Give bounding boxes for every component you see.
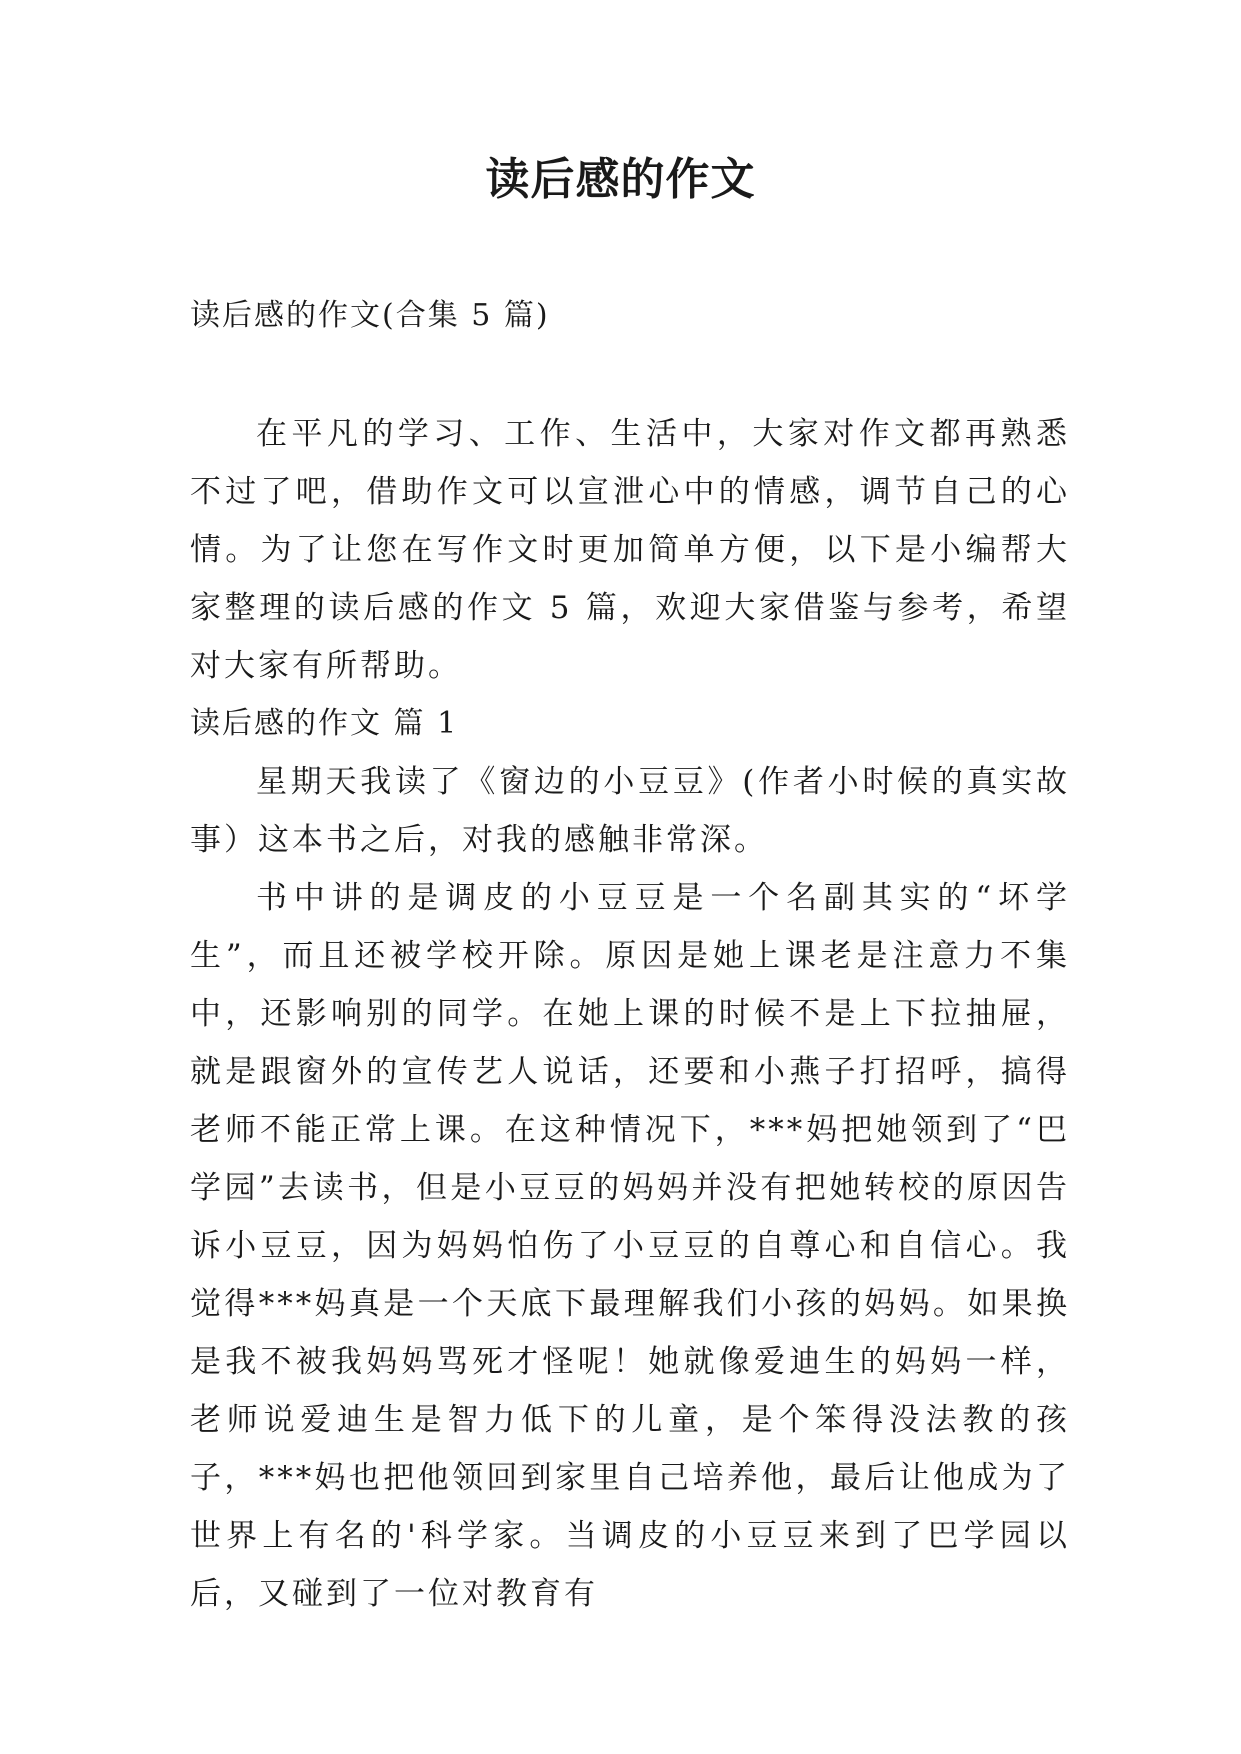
intro-paragraph: 在平凡的学习、工作、生活中，大家对作文都再熟悉不过了吧，借助作文可以宣泄心中的情感，调节自己的心情。为了让您在写作文时更加简单方便，以下是小编帮大家整理的读后感的作文 5 篇，欢迎大家借鉴与参考，希望对大家有所帮助。 — [190, 416, 1070, 684]
body-paragraph: 书中讲的是调皮的小豆豆是一个名副其实的“坏学生”，而且还被学校开除。原因是她上课老是注意力不集中，还影响别的同学。在她上课的时候不是上下拉抽屉，就是跟窗外的宣传艺人说话，还要和小燕子打招呼，搞得老师不能正常上课。在这种情况下，***妈把她领到了“巴学园”去读书，但是小豆豆的妈妈并没有把她转校的原因告诉小豆豆，因为妈妈怕伤了小豆豆的自尊心和自信心。我觉得***妈真是一个天底下最理解我们小孩的妈妈。如果换是我不被我妈妈骂死才怪呢！她就像爱迪生的妈妈一样，老师说爱迪生是智力低下的儿童，是个笨得没法教的孩子，***妈也把他领回到家里自己培养他，最后让他成为了世界上有名的'科学家。当调皮的小豆豆来到了巴学园以后，又碰到了一位对教育有 — [190, 880, 1070, 1612]
body-paragraph: 星期天我读了《窗边的小豆豆》(作者小时候的真实故事）这本书之后，对我的感触非常深。 — [190, 764, 1070, 858]
document-title: 读后感的作文 — [485, 154, 756, 205]
document-subtitle: 读后感的作文(合集 5 篇) — [190, 298, 550, 333]
section-heading: 读后感的作文 篇 1 — [190, 706, 459, 741]
document-body — [190, 405, 1070, 1623]
